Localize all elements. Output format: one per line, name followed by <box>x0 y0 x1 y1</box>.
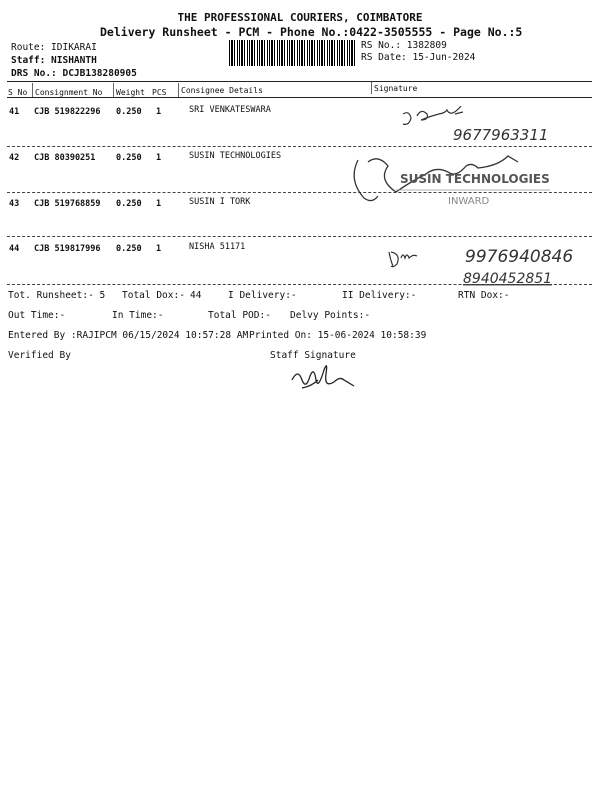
svg-text:9677963311: 9677963311 <box>453 126 549 144</box>
col-pcs: PCS <box>152 88 167 97</box>
out-time: Out Time:- <box>8 310 66 321</box>
company-title: THE PROFESSIONAL COURIERS, COIMBATORE <box>177 11 423 24</box>
row-consignment: CJB 519768859 <box>34 199 101 209</box>
row-sno: 44 <box>9 244 20 254</box>
row-consignment: CJB 519817996 <box>34 244 101 254</box>
handwritten-signature <box>385 240 590 288</box>
barcode <box>229 40 355 66</box>
i-delivery: I Delivery:- <box>228 290 297 301</box>
row-consignee: SRI VENKATESWARA <box>189 105 271 115</box>
col-weight: Weight <box>116 88 145 97</box>
row-consignment: CJB 80390251 <box>34 153 96 163</box>
row-sno: 43 <box>9 199 20 209</box>
row-pcs: 1 <box>156 153 162 163</box>
verified-by: Verified By <box>8 350 71 361</box>
col-divider <box>113 83 114 97</box>
row-consignee: SUSIN I TORK <box>189 197 251 207</box>
col-consignment: Consignment No <box>35 88 103 97</box>
row-sno: 41 <box>9 107 20 117</box>
tot-runsheet: Tot. Runsheet:- 5 <box>8 290 106 301</box>
row-consignment: CJB 519822296 <box>34 107 101 117</box>
svg-text:8940452851: 8940452851 <box>463 271 553 287</box>
col-signature: Signature <box>374 84 418 93</box>
row-weight: 0.250 <box>116 107 142 117</box>
row-weight: 0.250 <box>116 153 142 163</box>
table-header-rule <box>7 97 592 98</box>
handwritten-signature <box>395 106 565 144</box>
entered-by: Entered By :RAJIPCM 06/15/2024 10:57:28 AM <box>8 330 249 341</box>
row-separator <box>7 284 592 285</box>
row-weight: 0.250 <box>116 199 142 209</box>
ii-delivery: II Delivery:- <box>342 290 417 301</box>
total-dox: Total Dox:- <box>122 290 185 301</box>
table-top-rule <box>7 81 592 82</box>
staff-signature-label: Staff Signature <box>270 350 356 361</box>
delvy-points: Delvy Points:- <box>290 310 371 321</box>
row-separator <box>7 236 592 237</box>
row-pcs: 1 <box>156 244 162 254</box>
printed-on: Printed On: 15-06-2024 10:58:39 <box>249 330 427 341</box>
row-consignee: SUSIN TECHNOLOGIES <box>189 151 282 161</box>
total-dox-value: 44 <box>190 290 202 301</box>
rs-no: RS No.: 1382809 <box>361 40 447 51</box>
staff-label: Staff: NISHANTH <box>11 55 97 66</box>
rtn-dox: RTN Dox:- <box>458 290 510 301</box>
runsheet-subtitle: Delivery Runsheet - PCM - Phone No.:0422-3505555 - Page No.:5 <box>100 25 523 39</box>
company-stamp <box>350 150 590 225</box>
drs-label: DRS No.: DCJB138280905 <box>11 68 137 79</box>
col-consignee: Consignee Details <box>181 86 263 95</box>
svg-text:SUSIN TECHNOLOGIES: SUSIN TECHNOLOGIES <box>400 172 550 186</box>
col-divider <box>178 83 179 97</box>
col-sno: S No <box>8 88 28 97</box>
rs-date: RS Date: 15-Jun-2024 <box>361 52 476 63</box>
row-sno: 42 <box>9 153 20 163</box>
row-pcs: 1 <box>156 199 162 209</box>
row-weight: 0.250 <box>116 244 142 254</box>
row-consignee: NISHA 51171 <box>189 242 246 252</box>
svg-text:9976940846: 9976940846 <box>465 247 574 267</box>
staff-signature-scribble <box>288 358 358 394</box>
row-separator <box>7 146 592 147</box>
total-pod: Total POD:- <box>208 310 271 321</box>
row-pcs: 1 <box>156 107 162 117</box>
in-time: In Time:- <box>112 310 164 321</box>
col-divider <box>32 83 33 97</box>
col-divider <box>371 82 372 94</box>
svg-text:INWARD: INWARD <box>448 196 490 207</box>
route-label: Route: IDIKARAI <box>11 42 97 53</box>
